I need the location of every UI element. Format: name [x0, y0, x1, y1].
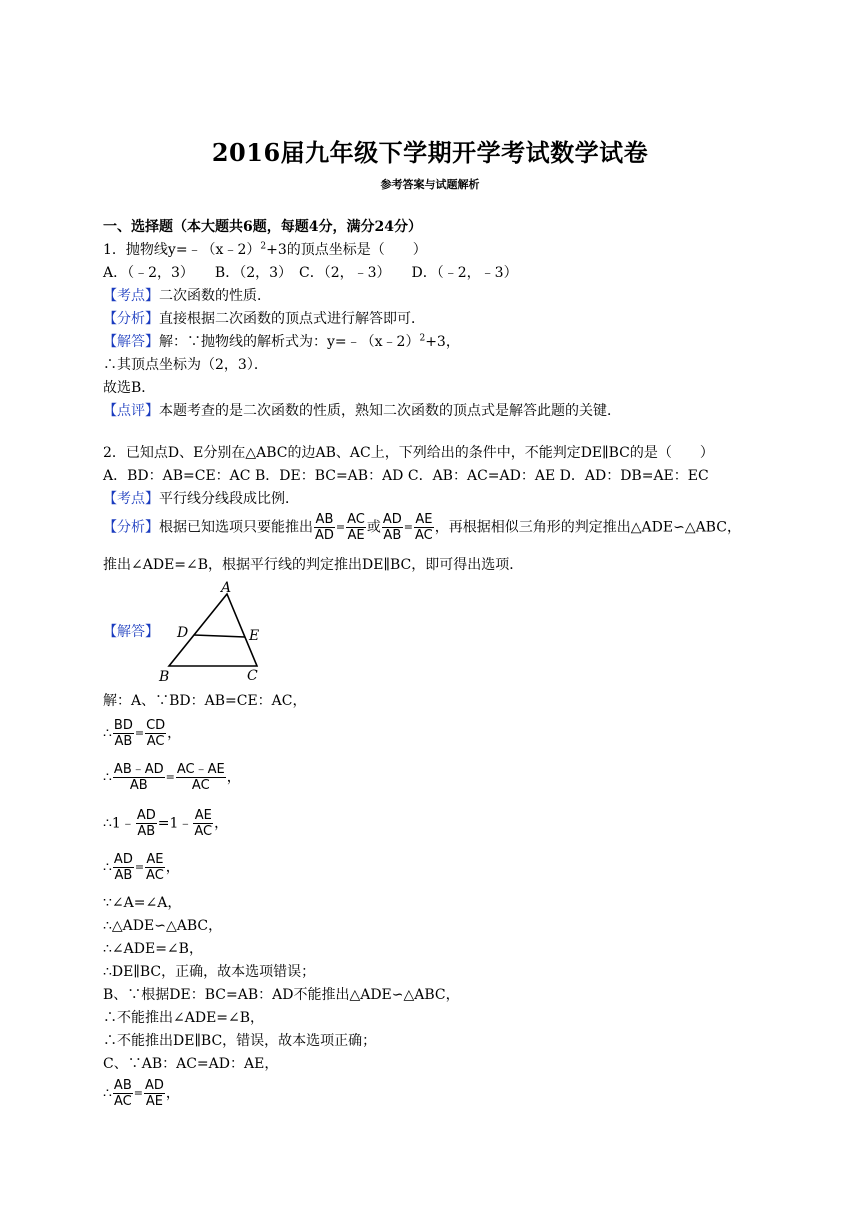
fraction: $\frac{AE}{AC}$ — [415, 512, 433, 543]
q1-kaodian: 【考点】二次函数的性质． — [103, 288, 271, 304]
tag-kaodian: 【考点】 — [103, 288, 159, 304]
document-title: 2016届九年级下学期开学考试数学试卷 — [211, 138, 649, 167]
fraction: $\frac{AD}{AB}$ — [382, 512, 402, 543]
triangle-figure — [155, 580, 270, 685]
fraction: $\frac{AD}{AB}$ — [136, 808, 156, 839]
label-D: D — [177, 625, 189, 641]
q2-solution-line: ∴△ADE∽△ABC， — [103, 918, 223, 934]
fraction: $\frac{AE}{AC}$ — [194, 808, 213, 839]
tag-fenxi: 【分析】 — [103, 519, 159, 536]
q1-jieda: 【解答】解：∵抛物线的解析式为：y=﹣（x﹣2）$^2$+3， — [103, 333, 460, 350]
q1-fenxi: 【分析】直接根据二次函数的顶点式进行解答即可． — [103, 311, 425, 327]
section-heading: 一、选择题（本大题共6题，每题4分，满分24分） — [103, 219, 422, 235]
fraction: $\frac{CD}{AC}$ — [146, 718, 166, 749]
q2-solution-line: 解：A、∵BD：AB=CE：AC， — [103, 693, 307, 709]
fraction: $\frac{AD}{AE}$ — [144, 1078, 164, 1109]
q2-solution-line: ∴∠ADE=∠B， — [103, 941, 203, 957]
q2-solution-line: ∴不能推出∠ADE=∠B， — [103, 1010, 265, 1026]
tag-jieda: 【解答】 — [103, 334, 159, 350]
q2-equation: ∴1﹣ $\frac{AD}{AB}$ =1﹣ $\frac{AE}{AC}$ ， — [103, 808, 229, 839]
q2-equation: ∴ $\frac{AB﹣AD}{AB}$ = $\frac{AC﹣AE}{AC}$ ， — [103, 762, 241, 793]
q2-equation: ∴ $\frac{AD}{AB}$ = $\frac{AE}{AC}$ ， — [103, 852, 180, 883]
q2-solution-line: ∵∠A=∠A， — [103, 895, 182, 911]
q2-equation: ∴ $\frac{AB}{AC}$ = $\frac{AD}{AE}$ ， — [103, 1078, 180, 1109]
q1-dianping: 【点评】本题考查的是二次函数的性质，熟知二次函数的顶点式是解答此题的关键． — [103, 403, 621, 419]
q2-stem: 2．已知点D、E分别在△ABC的边AB、AC上，下列给出的条件中，不能判定DE∥BC的是（ ） — [103, 445, 714, 461]
tag-dianping: 【点评】 — [103, 403, 159, 419]
q1-line: 故选B． — [103, 380, 156, 396]
fraction: $\frac{AC﹣AE}{AC}$ — [176, 762, 225, 793]
q2-jieda — [103, 623, 159, 641]
fraction: $\frac{BD}{AB}$ — [113, 718, 133, 749]
q2-solution-line: C、∵AB：AC=AD：AE， — [103, 1056, 279, 1072]
tag-fenxi: 【分析】 — [103, 311, 159, 327]
q2-options: A．BD：AB=CE：AC B．DE：BC=AB：AD C．AB：AC=AD：AE D．AD：DB=AE：EC — [103, 468, 709, 484]
label-C: C — [247, 668, 258, 684]
q2-solution-line: ∴不能推出DE∥BC，错误，故本选项正确； — [103, 1033, 377, 1049]
q1-stem: 1．抛物线y=﹣（x﹣2）$^2$+3的顶点坐标是（ ） — [103, 241, 427, 258]
label-A: A — [221, 580, 232, 596]
tag-jieda: 【解答】 — [103, 624, 159, 640]
fraction: $\frac{AE}{AC}$ — [146, 852, 164, 883]
q1-options: A．（﹣2，3） B．（2，3） C．（2，﹣3） D．（﹣2，﹣3） — [103, 265, 518, 281]
q2-fenxi: 【分析】根据已知选项只要能推出 $\frac{AB}{AD}$ = $\frac{AC}{AE}$ 或 $\frac{AD}{AB}$ = $\frac{AE}{AC}$ ，再根据相似三角形的判定推出△ADE∽△ABC， — [103, 512, 741, 543]
tag-kaodian: 【考点】 — [103, 491, 159, 507]
q2-kaodian: 【考点】平行线分线段成比例． — [103, 491, 299, 507]
q2-solution-line: ∴DE∥BC，正确，故本选项错误； — [103, 964, 316, 980]
fraction: $\frac{AB}{AD}$ — [315, 512, 334, 543]
q2-solution-line: B、∵根据DE：BC=AB：AD不能推出△ADE∽△ABC， — [103, 987, 460, 1003]
q2-equation: ∴ $\frac{BD}{AB}$ = $\frac{CD}{AC}$ ， — [103, 718, 182, 749]
fraction: $\frac{AB}{AC}$ — [113, 1078, 132, 1109]
label-E: E — [249, 628, 260, 644]
document-subtitle: 参考答案与试题解析 — [380, 178, 480, 191]
label-B: B — [159, 669, 170, 685]
fraction: $\frac{AD}{AB}$ — [113, 852, 133, 883]
q2-fenxi-line2: 推出∠ADE=∠B，根据平行线的判定推出DE∥BC，即可得出选项． — [103, 557, 524, 573]
fraction: $\frac{AC}{AE}$ — [347, 512, 365, 543]
q1-line: ∴其顶点坐标为（2，3）． — [103, 357, 268, 373]
fraction: $\frac{AB﹣AD}{AB}$ — [113, 762, 164, 793]
